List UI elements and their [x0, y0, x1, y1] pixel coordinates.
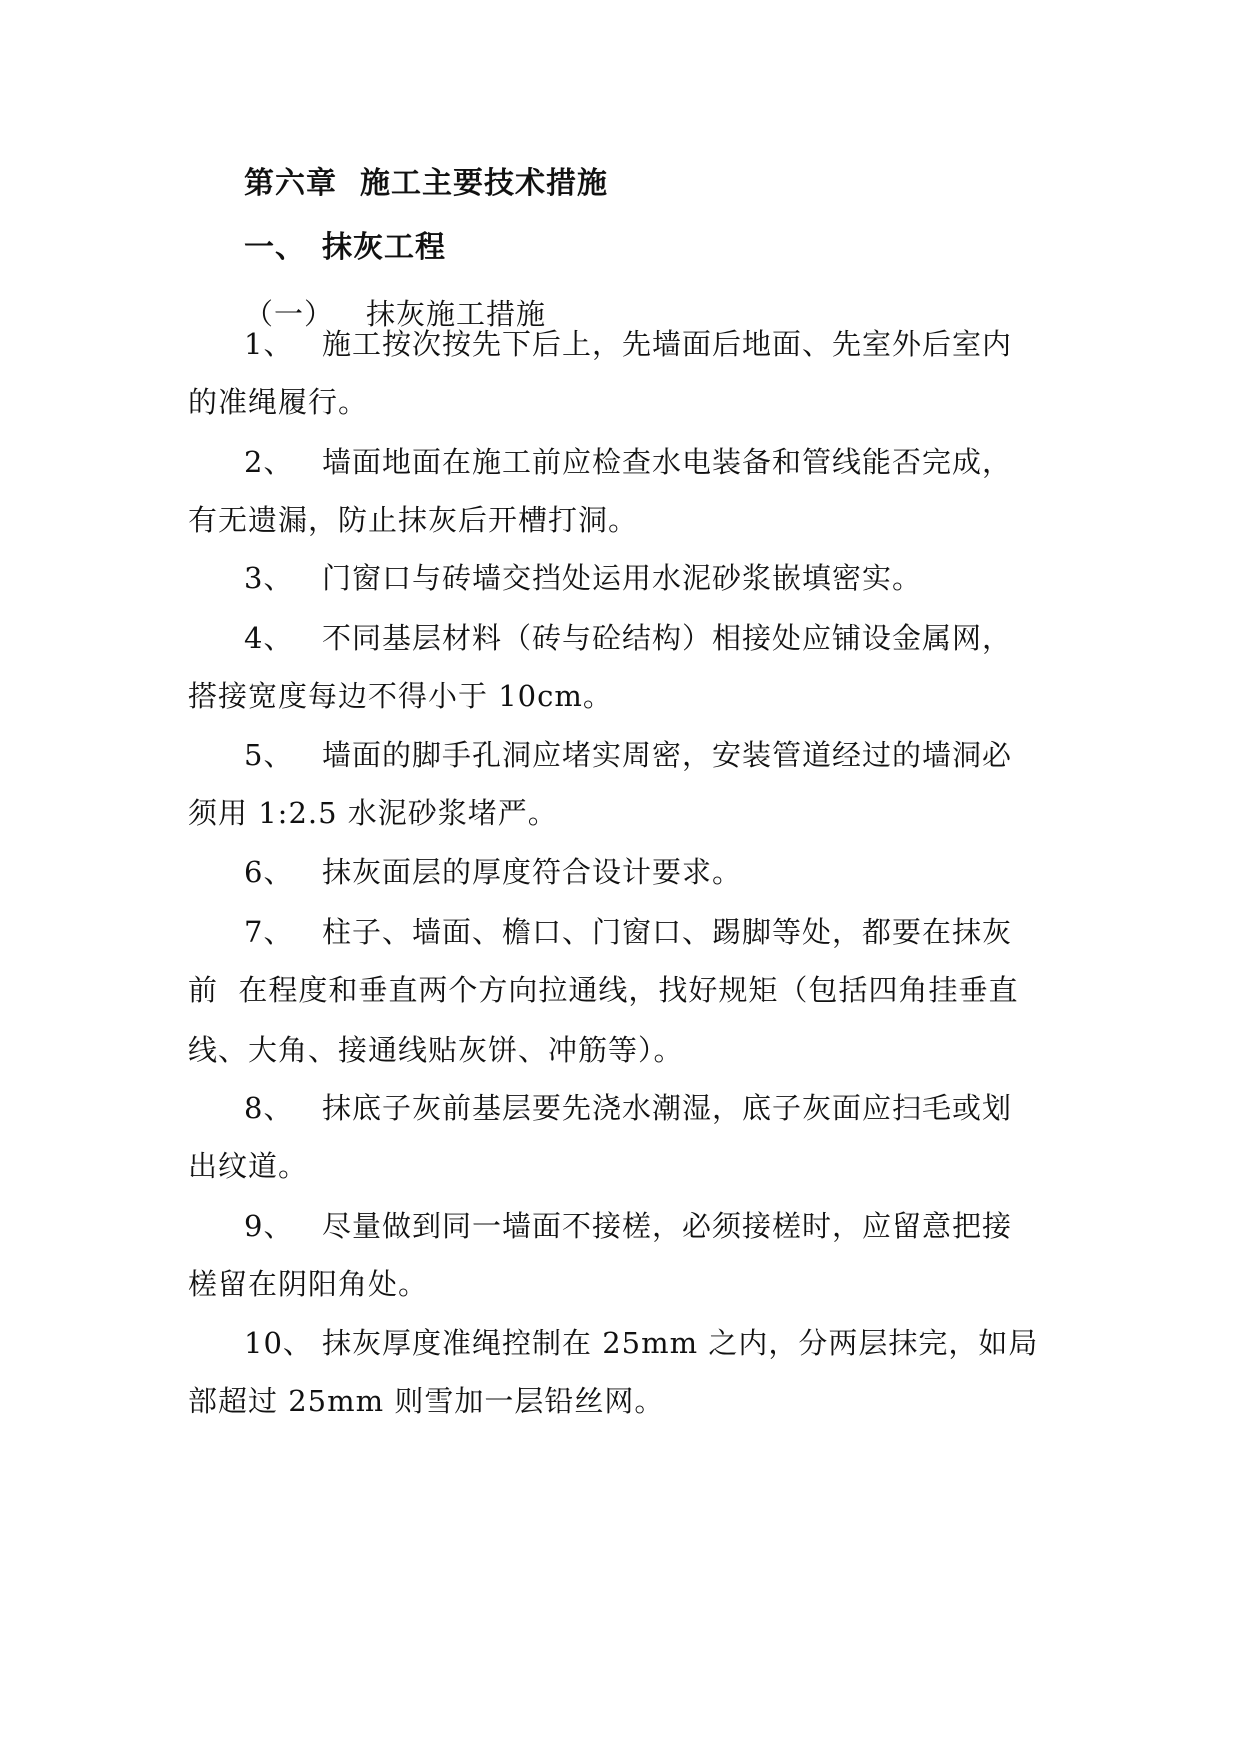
- section-title: 抹灰工程: [322, 230, 446, 265]
- item-text: 抹底子灰前基层要先浇水潮湿，底子灰面应扫毛或划: [322, 1091, 1013, 1125]
- list-item-3: [244, 558, 922, 598]
- item-text: 线、大角、接通线贴灰饼、冲筋等）。: [188, 1033, 684, 1067]
- item-number: 2、: [244, 445, 294, 479]
- item-text: 的准绳履行。: [188, 385, 369, 419]
- list-item-8-cont: [188, 1146, 308, 1186]
- item-number: 8、: [244, 1091, 294, 1125]
- item-text: 不同基层材料（砖与砼结构）相接处应铺设金属网，: [322, 621, 1013, 655]
- item-number: 4、: [244, 621, 294, 655]
- list-item-4-cont: [188, 676, 613, 716]
- item-text: 施工按次按先下后上，先墙面后地面、先室外后室内: [322, 327, 1013, 361]
- item-text: 部超过 25mm 则雪加一层铅丝网。: [188, 1384, 665, 1418]
- item-number: 5、: [244, 738, 294, 772]
- item-text: 前 在程度和垂直两个方向拉通线，找好规矩（包括四角挂垂直: [188, 973, 1019, 1007]
- item-text: 门窗口与砖墙交挡处运用水泥砂浆嵌填密实。: [322, 561, 923, 595]
- item-text: 出纹道。: [188, 1149, 309, 1183]
- list-item-5: [244, 735, 1013, 775]
- list-item-7-cont: [188, 970, 1019, 1010]
- item-text: 抹灰厚度准绳控制在 25mm 之内，分两层抹完，如局: [322, 1326, 1039, 1360]
- list-item-9: [244, 1206, 1013, 1246]
- item-text: 尽量做到同一墙面不接槎，必须接槎时，应留意把接: [322, 1209, 1013, 1243]
- item-text: 墙面地面在施工前应检查水电装备和管线能否完成，: [322, 445, 1013, 479]
- item-number: 3、: [244, 561, 294, 595]
- item-number: 10、: [244, 1326, 313, 1360]
- item-text: 柱子、墙面、檐口、门窗口、踢脚等处，都要在抹灰: [322, 915, 1013, 949]
- list-item-7: [244, 912, 1013, 952]
- list-item-9-cont: [188, 1264, 428, 1304]
- list-item-1: [244, 324, 1013, 364]
- item-text: 须用 1:2.5 水泥砂浆堵严。: [188, 796, 558, 830]
- item-number: 1、: [244, 327, 294, 361]
- chapter-heading: [244, 164, 608, 204]
- list-item-10: [244, 1323, 1039, 1363]
- chapter-number: 第六章: [244, 166, 337, 201]
- list-item-5-cont: [188, 793, 558, 833]
- list-item-8: [244, 1088, 1013, 1128]
- list-item-2: [244, 442, 1013, 482]
- list-item-1-cont: [188, 382, 368, 422]
- chapter-title: 施工主要技术措施: [360, 166, 608, 201]
- item-text: 槎留在阴阳角处。: [188, 1267, 429, 1301]
- subsection-title: 抹灰施工措施: [366, 297, 547, 331]
- list-item-7-cont2: [188, 1030, 684, 1070]
- section-heading: [244, 228, 446, 268]
- item-text: 墙面的脚手孔洞应堵实周密，安装管道经过的墙洞必: [322, 738, 1013, 772]
- subsection-number: （一）: [244, 297, 335, 331]
- item-number: 7、: [244, 915, 294, 949]
- item-text: 抹灰面层的厚度符合设计要求。: [322, 855, 743, 889]
- item-number: 9、: [244, 1209, 294, 1243]
- section-number: 一、: [244, 230, 306, 265]
- item-number: 6、: [244, 855, 294, 889]
- list-item-10-cont: [188, 1381, 664, 1421]
- list-item-6: [244, 852, 742, 892]
- list-item-2-cont: [188, 500, 638, 540]
- item-text: 有无遗漏，防止抹灰后开槽打洞。: [188, 503, 639, 537]
- item-text: 搭接宽度每边不得小于 10cm。: [188, 679, 613, 713]
- list-item-4: [244, 618, 1013, 658]
